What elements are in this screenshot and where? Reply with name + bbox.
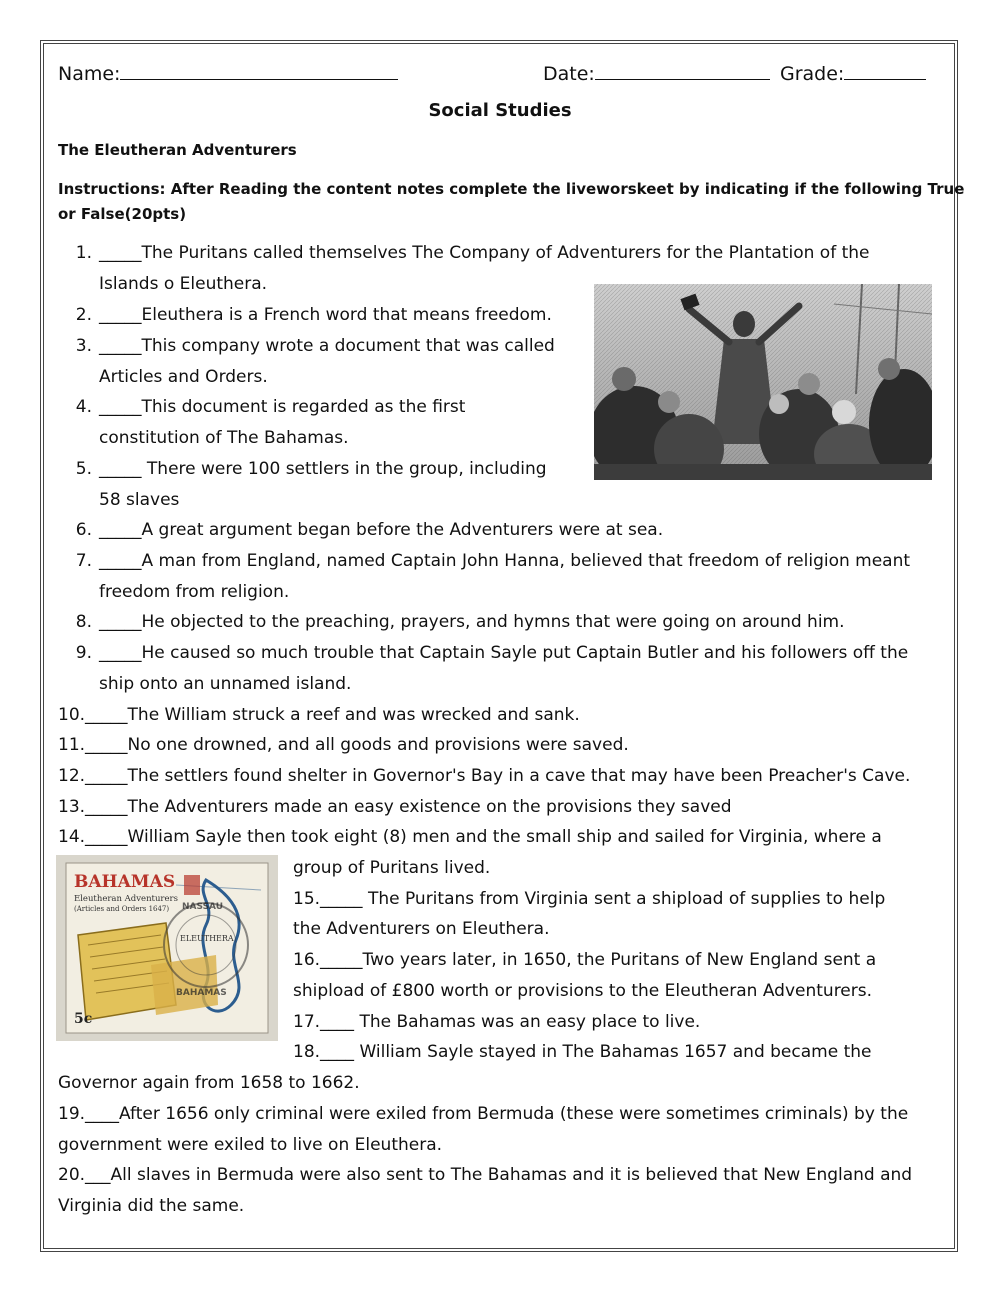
q4-number: 4.: [75, 397, 92, 417]
q5-line-1: _____ There were 100 settlers in the group, including: [99, 459, 547, 479]
q16-line-2: shipload of £800 worth or provisions to the Eleutheran Adventurers.: [293, 981, 873, 1001]
q3-number: 3.: [75, 336, 92, 356]
instructions-line-1: Instructions: After Reading the content notes complete the liveworskeet by indicating if the following True: [58, 180, 965, 198]
date-field[interactable]: [543, 60, 770, 85]
q17-line: 17.____ The Bahamas was an easy place to live.: [293, 1012, 701, 1032]
q9-line-1: _____He caused so much trouble that Captain Sayle put Captain Butler and his followers off the: [99, 643, 909, 663]
stamp-line-1-text: Eleutheran Adventurers: [74, 894, 178, 904]
q18-line-1: 18.____ William Sayle stayed in The Bahamas 1657 and became the: [293, 1042, 872, 1062]
date-blank[interactable]: [595, 60, 770, 80]
q2-number: 2.: [75, 305, 92, 325]
q4-line-1: _____This document is regarded as the first: [99, 397, 466, 417]
grade-label: Grade:: [780, 63, 845, 85]
date-label: Date:: [543, 63, 595, 85]
subtitle: The Eleutheran Adventurers: [58, 141, 297, 159]
q13-line: 13._____The Adventurers made an easy existence on the provisions they saved: [58, 797, 732, 817]
q4-line-2: constitution of The Bahamas.: [99, 428, 349, 448]
q10-line: 10._____The William struck a reef and was wrecked and sank.: [58, 705, 580, 725]
q7-line-1: _____A man from England, named Captain John Hanna, believed that freedom of religion meant: [99, 551, 911, 571]
name-blank[interactable]: [120, 60, 398, 80]
bahamas-stamp-image: [56, 855, 278, 1041]
q5-line-2: 58 slaves: [99, 490, 180, 510]
name-field[interactable]: [58, 60, 398, 85]
q19-line-2: government were exiled to live on Eleuthera.: [58, 1135, 443, 1155]
q15-line-1: 15._____ The Puritans from Virginia sent a shipload of supplies to help: [293, 889, 886, 909]
q11-line: 11._____No one drowned, and all goods and provisions were saved.: [58, 735, 629, 755]
q16-line-1: 16._____Two years later, in 1650, the Puritans of New England sent a: [293, 950, 877, 970]
q3-line-1: _____This company wrote a document that was called: [99, 336, 555, 356]
q1-number: 1.: [75, 243, 92, 263]
q3-line-2: Articles and Orders.: [99, 367, 268, 387]
pilgrims-engraving-image: [594, 284, 932, 480]
grade-blank[interactable]: [844, 60, 926, 80]
q9-number: 9.: [75, 643, 92, 663]
stamp-country-text: BAHAMAS: [74, 872, 176, 892]
q5-number: 5.: [75, 459, 92, 479]
q8-line-1: _____He objected to the preaching, prayers, and hymns that were going on around him.: [99, 612, 845, 632]
grade-field[interactable]: [780, 60, 926, 85]
q8-number: 8.: [75, 612, 92, 632]
q20-line-2: Virginia did the same.: [58, 1196, 245, 1216]
q20-line-1: 20.___All slaves in Bermuda were also sent to The Bahamas and it is believed that New England and: [58, 1165, 913, 1185]
postmark-top-text: NASSAU: [182, 902, 224, 912]
q1-line-2: Islands o Eleuthera.: [99, 274, 268, 294]
q7-line-2: freedom from religion.: [99, 582, 290, 602]
name-label: Name:: [58, 63, 121, 85]
q9-line-2: ship onto an unnamed island.: [99, 674, 352, 694]
stamp-value-text: 5c: [74, 1011, 93, 1027]
q6-number: 6.: [75, 520, 92, 540]
q18-line-2: Governor again from 1658 to 1662.: [58, 1073, 360, 1093]
q19-line-1: 19.____After 1656 only criminal were exiled from Bermuda (these were sometimes criminals) by the: [58, 1104, 909, 1124]
q14-line-2: group of Puritans lived.: [293, 858, 491, 878]
q6-line-1: _____A great argument began before the Adventurers were at sea.: [99, 520, 664, 540]
q1-line-1: _____The Puritans called themselves The Company of Adventurers for the Plantation of the: [99, 243, 870, 263]
instructions-line-2: or False(20pts): [58, 205, 187, 223]
q14-line-1: 14._____William Sayle then took eight (8) men and the small ship and sailed for Virginia, where a: [58, 827, 882, 847]
stamp-island-label: ELEUTHERA: [180, 934, 234, 943]
q7-number: 7.: [75, 551, 92, 571]
stamp-line-2-text: (Articles and Orders 1647): [74, 905, 170, 913]
q12-line: 12._____The settlers found shelter in Governor's Bay in a cave that may have been Preacher's Cave.: [58, 766, 911, 786]
q15-line-2: the Adventurers on Eleuthera.: [293, 919, 550, 939]
page-title: Social Studies: [428, 100, 572, 121]
postmark-bottom-text: BAHAMAS: [176, 988, 227, 998]
q2-line-1: _____Eleuthera is a French word that means freedom.: [99, 305, 552, 325]
